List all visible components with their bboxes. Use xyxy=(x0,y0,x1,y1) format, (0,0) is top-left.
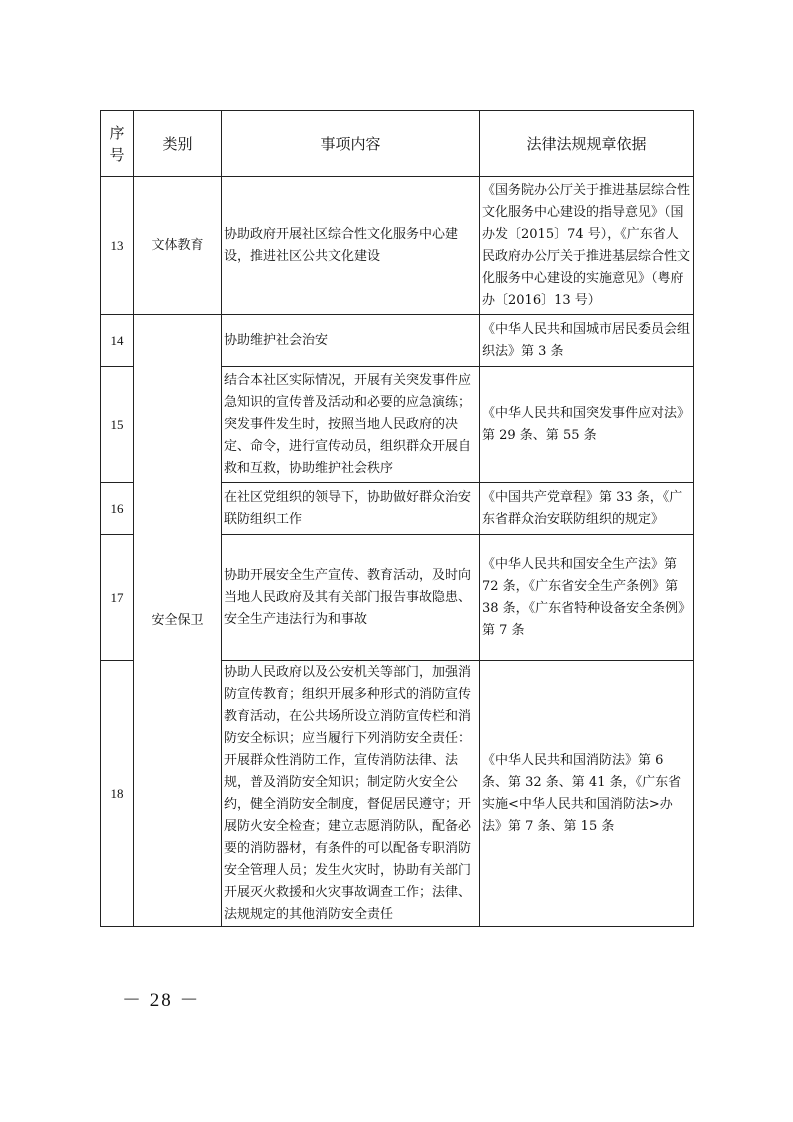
row-content: 结合本社区实际情况，开展有关突发事件应急知识的宣传普及活动和必要的应急演练；突发事件发生时，按照当地人民政府的决定、命令，进行宣传动员，组织群众开展自救和互救，协助维护社会秩序 xyxy=(222,367,480,483)
row-no: 14 xyxy=(101,315,134,367)
row-law: 《国务院办公厅关于推进基层综合性文化服务中心建设的指导意见》（国办发〔2015〕74 号），《广东省人民政府办公厅关于推进基层综合性文化服务中心建设的实施意见》（粤府办〔2016〕13 号） xyxy=(480,177,694,315)
table-row xyxy=(101,177,694,315)
header-law: 法律法规规章依据 xyxy=(480,111,694,177)
row-content: 协助人民政府以及公安机关等部门，加强消防宣传教育；组织开展多种形式的消防宣传教育活动，在公共场所设立消防宣传栏和消防安全标识；应当履行下列消防安全责任：开展群众性消防工作，宣传消防法律、法规，普及消防安全知识；制定防火安全公约，健全消防安全制度，督促居民遵守；开展防火安全检查；建立志愿消防队，配备必要的消防器材，有条件的可以配备专职消防安全管理人员；发生火灾时，协助有关部门开展灭火救援和火灾事故调查工作；法律、法规规定的其他消防安全责任 xyxy=(222,661,480,927)
row-category: 安全保卫 xyxy=(134,315,222,927)
row-category: 文体教育 xyxy=(134,177,222,315)
header-content: 事项内容 xyxy=(222,111,480,177)
row-no: 17 xyxy=(101,535,134,661)
page-number: － 28 － xyxy=(122,990,201,1011)
row-no: 16 xyxy=(101,483,134,535)
row-no: 15 xyxy=(101,367,134,483)
regulation-table xyxy=(100,110,694,927)
row-content: 协助开展安全生产宣传、教育活动，及时向当地人民政府及其有关部门报告事故隐患、安全生产违法行为和事故 xyxy=(222,535,480,661)
row-law: 《中华人民共和国安全生产法》第 72 条，《广东省安全生产条例》第 38 条，《广东省特种设备安全条例》第 7 条 xyxy=(480,535,694,661)
table-row xyxy=(101,315,694,367)
header-category: 类别 xyxy=(134,111,222,177)
header-no: 序号 xyxy=(101,111,134,177)
row-no: 13 xyxy=(101,177,134,315)
row-law: 《中华人民共和国城市居民委员会组织法》第 3 条 xyxy=(480,315,694,367)
row-content: 协助政府开展社区综合性文化服务中心建设，推进社区公共文化建设 xyxy=(222,177,480,315)
row-content: 协助维护社会治安 xyxy=(222,315,480,367)
row-no: 18 xyxy=(101,661,134,927)
row-law: 《中华人民共和国突发事件应对法》第 29 条、第 55 条 xyxy=(480,367,694,483)
row-law: 《中华人民共和国消防法》第 6 条、第 32 条、第 41 条，《广东省实施<中华人民共和国消防法>办法》第 7 条、第 15 条 xyxy=(480,661,694,927)
row-content: 在社区党组织的领导下，协助做好群众治安联防组织工作 xyxy=(222,483,480,535)
row-law: 《中国共产党章程》第 33 条，《广东省群众治安联防组织的规定》 xyxy=(480,483,694,535)
table-header-row xyxy=(101,111,694,177)
